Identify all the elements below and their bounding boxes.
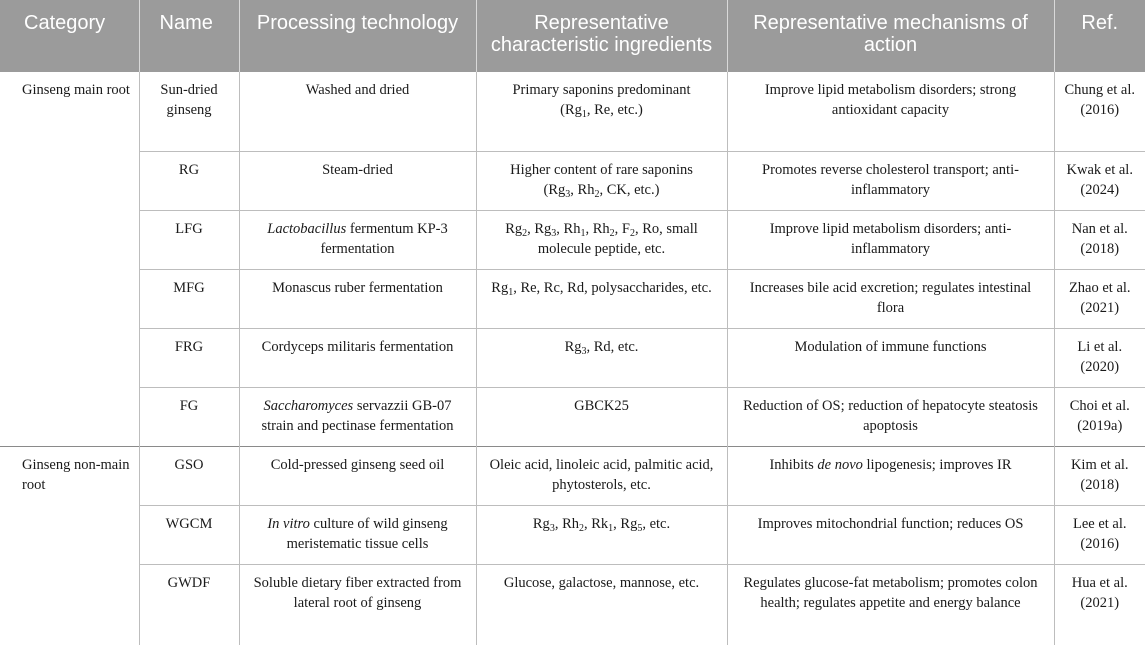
processing-text: servazzii GB-07 strain and pectinase fermentation bbox=[261, 397, 454, 434]
ingredients-text: Rg bbox=[491, 279, 509, 296]
ingredients-cell bbox=[476, 151, 727, 210]
table-body bbox=[0, 72, 1145, 645]
processing-text: culture of wild ginseng meristematic tissue cells bbox=[286, 515, 448, 552]
table-row bbox=[0, 269, 1145, 328]
header-mechanisms: Representative mechanisms of action bbox=[727, 0, 1054, 72]
processing-text: fermentum KP-3 fermentation bbox=[320, 220, 448, 257]
ingredients-sub: 1 bbox=[608, 522, 614, 534]
mechanism-cell: Improve lipid metabolism disorders; strong antioxidant capacity bbox=[727, 72, 1054, 151]
ref-cell: Kim et al. (2018) bbox=[1054, 446, 1145, 505]
processing-cell: Monascus ruber fermentation bbox=[239, 269, 476, 328]
processing-cell: Cordyceps militaris fermentation bbox=[239, 328, 476, 387]
ingredients-text: Rg bbox=[505, 220, 523, 237]
table-row bbox=[0, 505, 1145, 564]
ingredients-text: Rg bbox=[564, 338, 582, 355]
ingredients-cell bbox=[476, 72, 727, 151]
ingredients-text: , Rg bbox=[613, 515, 638, 532]
ingredients-text: (Rg bbox=[543, 181, 566, 198]
ingredients-sub: 3 bbox=[549, 522, 555, 534]
processing-italic: In vitro bbox=[267, 515, 310, 532]
ingredients-sub: 5 bbox=[637, 522, 643, 534]
ingredients-cell bbox=[476, 505, 727, 564]
header-ingredients: Representative characteristic ingredients bbox=[476, 0, 727, 72]
ingredients-cell: Oleic acid, linoleic acid, palmitic acid, phytosterols, etc. bbox=[476, 446, 727, 505]
ingredients-text: , Rh bbox=[554, 515, 579, 532]
name-cell: MFG bbox=[139, 269, 239, 328]
ingredients-text: , etc. bbox=[642, 515, 671, 532]
ingredients-sub: 3 bbox=[581, 345, 587, 357]
table-header bbox=[0, 0, 1145, 72]
ref-cell: Choi et al. (2019a) bbox=[1054, 387, 1145, 446]
ingredients-sub: 3 bbox=[551, 227, 557, 239]
header-category: Category bbox=[0, 0, 139, 72]
table-row bbox=[0, 328, 1145, 387]
processing-cell: Soluble dietary fiber extracted from lateral root of ginseng bbox=[239, 564, 476, 645]
processing-cell bbox=[239, 505, 476, 564]
category-cell-non-main-root: Ginseng non-main root bbox=[0, 446, 139, 645]
ingredients-cell: GBCK25 bbox=[476, 387, 727, 446]
table-row bbox=[0, 446, 1145, 505]
name-cell: Sun-dried ginseng bbox=[160, 82, 218, 118]
ingredients-text: , F bbox=[614, 220, 630, 237]
table-row bbox=[0, 210, 1145, 269]
ingredients-sub: 2 bbox=[609, 227, 615, 239]
ingredients-text: Higher content of rare saponins bbox=[510, 161, 693, 178]
name-cell: GSO bbox=[139, 446, 239, 505]
processing-cell bbox=[239, 387, 476, 446]
ingredients-text: (Rg bbox=[560, 102, 582, 118]
ingredients-sub: 2 bbox=[522, 227, 528, 239]
table-row bbox=[0, 564, 1145, 645]
ingredients-cell bbox=[476, 269, 727, 328]
name-cell: GWDF bbox=[139, 564, 239, 645]
header-name: Name bbox=[139, 0, 239, 72]
ingredients-cell: Glucose, galactose, mannose, etc. bbox=[476, 564, 727, 645]
ingredients-text: , Rk bbox=[583, 515, 609, 532]
mechanism-cell: Promotes reverse cholesterol transport; anti-inflammatory bbox=[727, 151, 1054, 210]
mechanism-cell bbox=[727, 446, 1054, 505]
name-cell: FRG bbox=[139, 328, 239, 387]
name-cell: LFG bbox=[139, 210, 239, 269]
header-row bbox=[0, 0, 1145, 72]
processing-cell: Cold-pressed ginseng seed oil bbox=[239, 446, 476, 505]
ingredients-cell bbox=[476, 210, 727, 269]
mechanism-cell: Improve lipid metabolism disorders; anti-inflammatory bbox=[727, 210, 1054, 269]
ref-cell: Nan et al. (2018) bbox=[1054, 210, 1145, 269]
ingredients-sub: 2 bbox=[578, 522, 584, 534]
ingredients-text: , Re, etc.) bbox=[586, 102, 643, 118]
processing-cell: Washed and dried bbox=[239, 72, 476, 151]
ingredients-text: , Rg bbox=[527, 220, 552, 237]
table-row bbox=[0, 387, 1145, 446]
ingredients-text: , Rd, etc. bbox=[586, 338, 639, 355]
processing-cell: Steam-dried bbox=[239, 151, 476, 210]
ref-cell: Kwak et al. (2024) bbox=[1054, 151, 1145, 210]
ref-cell: Chung et al. (2016) bbox=[1054, 72, 1145, 151]
ingredients-sub: 1 bbox=[508, 286, 514, 298]
processing-cell bbox=[239, 210, 476, 269]
mechanism-text: lipogenesis; improves IR bbox=[862, 456, 1012, 473]
processing-italic: Saccharomyces bbox=[263, 397, 354, 414]
ingredients-text: , Rh bbox=[570, 181, 595, 198]
ingredients-text: Rg bbox=[532, 515, 550, 532]
ingredients-sub: 2 bbox=[594, 188, 600, 200]
ingredients-sub: 3 bbox=[565, 188, 571, 200]
table-row bbox=[0, 151, 1145, 210]
ingredients-sub: 2 bbox=[629, 227, 635, 239]
table-row bbox=[0, 72, 1145, 151]
ingredients-text: , Rh bbox=[556, 220, 581, 237]
ingredients-sub: 1 bbox=[581, 109, 587, 120]
mechanism-text: Inhibits bbox=[769, 456, 818, 473]
ingredients-text: Primary saponins predominant bbox=[512, 82, 691, 98]
header-processing: Processing technology bbox=[239, 0, 476, 72]
ref-cell: Zhao et al. (2021) bbox=[1054, 269, 1145, 328]
processing-italic: Lactobacillus bbox=[267, 220, 347, 237]
ingredients-cell bbox=[476, 328, 727, 387]
category-cell-main-root: Ginseng main root bbox=[0, 72, 139, 446]
name-cell: RG bbox=[139, 151, 239, 210]
ingredients-sub: 1 bbox=[580, 227, 586, 239]
ref-cell: Hua et al. (2021) bbox=[1054, 564, 1145, 645]
mechanism-cell: Reduction of OS; reduction of hepatocyte steatosis apoptosis bbox=[727, 387, 1054, 446]
mechanism-cell: Improves mitochondrial function; reduces OS bbox=[727, 505, 1054, 564]
ref-cell: Li et al. (2020) bbox=[1054, 328, 1145, 387]
header-ref: Ref. bbox=[1054, 0, 1145, 72]
name-cell: WGCM bbox=[139, 505, 239, 564]
ingredients-text: , Re, Rc, Rd, polysaccharides, etc. bbox=[513, 279, 712, 296]
mechanism-cell: Modulation of immune functions bbox=[727, 328, 1054, 387]
mechanism-italic: de novo bbox=[817, 456, 863, 473]
ref-cell: Lee et al. (2016) bbox=[1054, 505, 1145, 564]
name-cell: FG bbox=[139, 387, 239, 446]
ingredients-text: , Rh bbox=[585, 220, 610, 237]
ingredients-text: , Ro, small molecule peptide, etc. bbox=[537, 220, 698, 257]
ingredients-text: , CK, etc.) bbox=[599, 181, 660, 198]
mechanism-cell: Regulates glucose-fat metabolism; promotes colon health; regulates appetite and energy balance bbox=[727, 564, 1054, 645]
mechanism-cell: Increases bile acid excretion; regulates intestinal flora bbox=[727, 269, 1054, 328]
